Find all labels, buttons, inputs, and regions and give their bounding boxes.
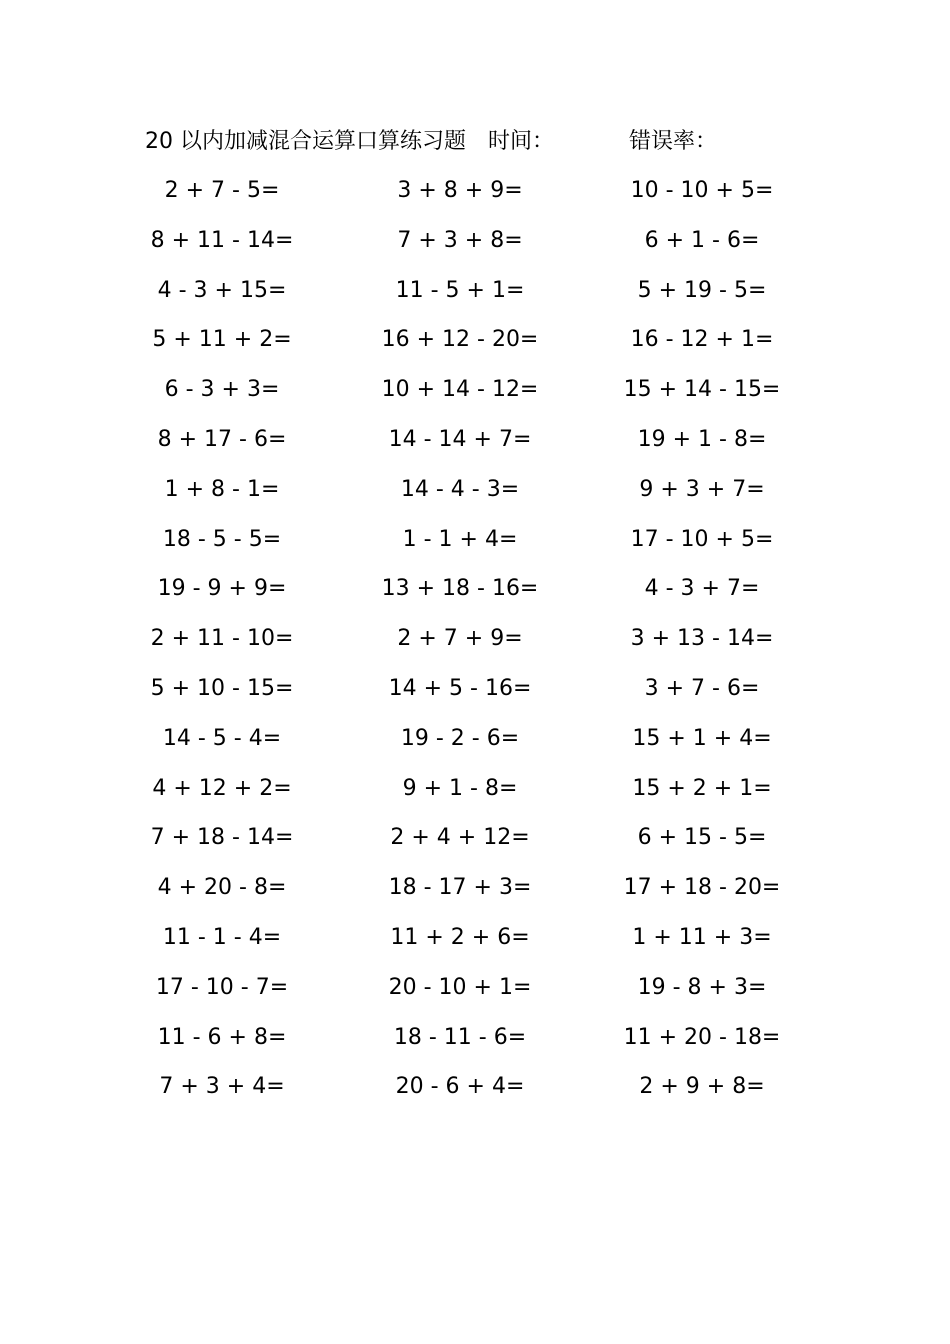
problem: 4 + 20 - 8= (157, 875, 287, 901)
problem: 2 + 9 + 8= (639, 1074, 765, 1100)
problem: 14 - 14 + 7= (388, 426, 532, 452)
problem: 11 + 20 - 18= (623, 1024, 781, 1050)
problem: 10 - 10 + 5= (630, 178, 774, 203)
problem: 6 - 3 + 3= (164, 377, 280, 403)
problem-row (0, 771, 950, 821)
problem: 16 + 12 - 20= (381, 327, 539, 353)
problem: 7 + 18 - 14= (150, 825, 294, 851)
problem-row (0, 173, 950, 223)
problem-row (0, 372, 950, 422)
problem: 19 - 2 - 6= (400, 725, 520, 751)
problem-row (0, 571, 950, 621)
problem: 4 + 12 + 2= (152, 775, 292, 801)
problem: 17 - 10 - 7= (155, 974, 289, 1000)
problem: 6 + 1 - 6= (644, 227, 760, 253)
problem: 11 + 2 + 6= (390, 924, 530, 950)
problem: 18 - 11 - 6= (393, 1024, 527, 1050)
error-rate-label: 错误率： (629, 129, 718, 154)
time-label: 时间： (488, 129, 555, 154)
problem: 4 - 3 + 15= (157, 277, 287, 303)
problem: 15 + 2 + 1= (632, 775, 772, 801)
problem: 14 + 5 - 16= (388, 675, 532, 701)
problem: 1 - 1 + 4= (402, 526, 518, 552)
problem: 1 + 11 + 3= (632, 924, 772, 950)
problem: 15 + 14 - 15= (623, 377, 781, 403)
problem: 14 - 5 - 4= (162, 725, 282, 751)
problem: 1 + 8 - 1= (164, 476, 280, 502)
problem: 17 + 18 - 20= (623, 875, 781, 901)
problem-row (0, 522, 950, 572)
problem: 13 + 18 - 16= (381, 576, 539, 602)
problem: 2 + 7 + 9= (397, 626, 523, 652)
problem-row (0, 273, 950, 323)
worksheet-header (145, 124, 717, 160)
problem: 16 - 12 + 1= (630, 327, 774, 353)
problem-grid (0, 173, 950, 1119)
problem: 7 + 3 + 4= (159, 1074, 285, 1100)
problem: 2 + 7 - 5= (164, 178, 280, 203)
problem-row (0, 1069, 950, 1119)
problem: 5 + 11 + 2= (152, 327, 292, 353)
problem: 18 - 17 + 3= (388, 875, 532, 901)
problem: 20 - 10 + 1= (388, 974, 532, 1000)
problem: 19 - 9 + 9= (157, 576, 287, 602)
problem-row (0, 721, 950, 771)
problem: 2 + 11 - 10= (150, 626, 294, 652)
problem-row (0, 1020, 950, 1070)
problem-row (0, 223, 950, 273)
problem: 15 + 1 + 4= (632, 725, 772, 751)
problem: 18 - 5 - 5= (162, 526, 282, 552)
problem-row (0, 671, 950, 721)
problem: 3 + 7 - 6= (644, 675, 760, 701)
problem: 10 + 14 - 12= (381, 377, 539, 403)
problem-row (0, 472, 950, 522)
problem-row (0, 422, 950, 472)
problem: 8 + 11 - 14= (150, 227, 294, 253)
problem-row (0, 870, 950, 920)
problem: 2 + 4 + 12= (390, 825, 530, 851)
problem: 11 - 5 + 1= (395, 277, 525, 303)
problem: 5 + 10 - 15= (150, 675, 294, 701)
problem: 9 + 3 + 7= (639, 476, 765, 502)
problem: 7 + 3 + 8= (397, 227, 523, 253)
problem: 19 - 8 + 3= (637, 974, 767, 1000)
problem-row (0, 820, 950, 870)
problem: 17 - 10 + 5= (630, 526, 774, 552)
problem: 6 + 15 - 5= (637, 825, 767, 851)
problem: 4 - 3 + 7= (644, 576, 760, 602)
problem: 3 + 8 + 9= (397, 178, 523, 203)
problem-row (0, 621, 950, 671)
problem: 11 - 6 + 8= (157, 1024, 287, 1050)
problem: 20 - 6 + 4= (395, 1074, 525, 1100)
problem-row (0, 322, 950, 372)
problem: 3 + 13 - 14= (630, 626, 774, 652)
worksheet-title: 20 以内加减混合运算口算练习题 (145, 129, 466, 154)
problem: 19 + 1 - 8= (637, 426, 767, 452)
problem: 11 - 1 - 4= (162, 924, 282, 950)
problem-row (0, 970, 950, 1020)
problem-row (0, 920, 950, 970)
problem: 14 - 4 - 3= (400, 476, 520, 502)
problem: 5 + 19 - 5= (637, 277, 767, 303)
problem: 9 + 1 - 8= (402, 775, 518, 801)
problem: 8 + 17 - 6= (157, 426, 287, 452)
